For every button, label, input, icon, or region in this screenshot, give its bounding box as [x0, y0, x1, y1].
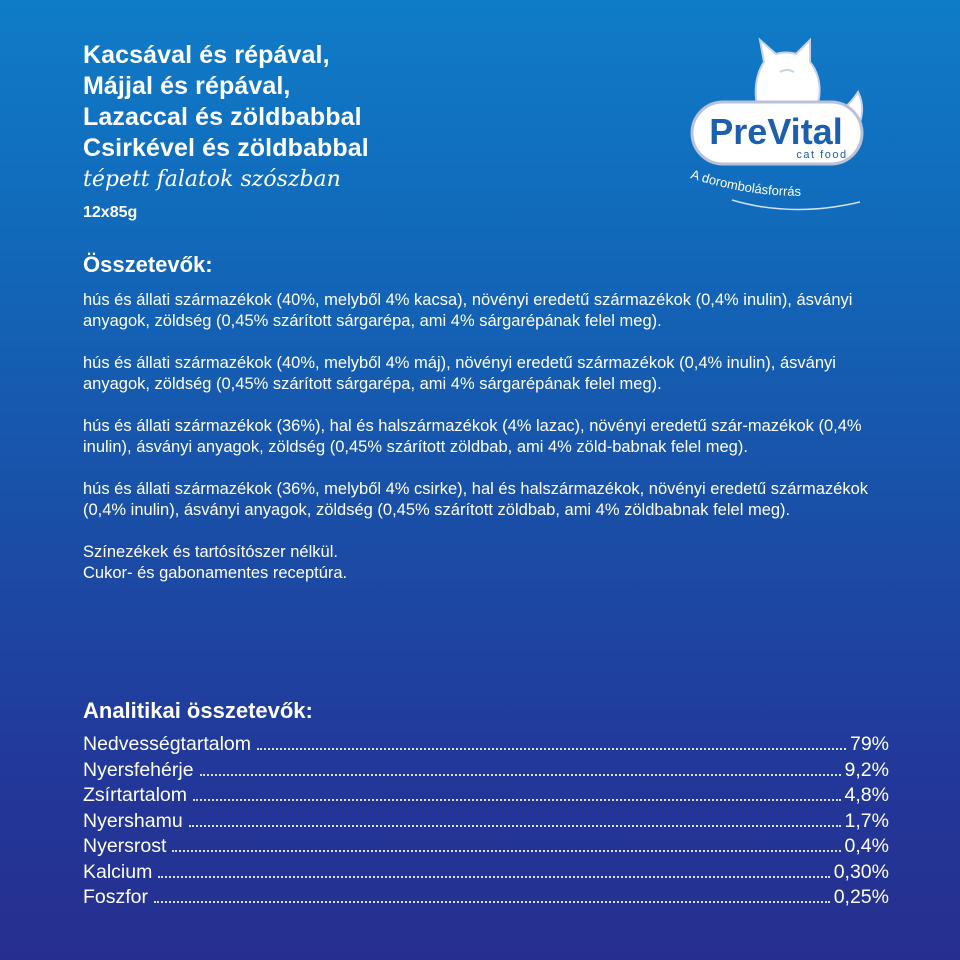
analytics-label: Nyersrost	[83, 835, 167, 857]
dot-leader	[193, 799, 841, 801]
analytics-row	[83, 810, 889, 836]
dot-leader	[200, 774, 841, 776]
product-title-line-2: Májjal és répával,	[83, 72, 291, 100]
product-subtitle: tépett falatok szószban	[83, 167, 341, 192]
prevital-logo	[672, 32, 882, 222]
analytics-table	[83, 733, 889, 912]
analytics-label: Kalcium	[83, 860, 153, 883]
analytics-value: 4,8%	[844, 784, 889, 806]
product-title-block	[83, 40, 369, 222]
analytics-value: 1,7%	[844, 809, 889, 832]
product-title-line-1: Kacsával és répával,	[83, 41, 330, 69]
logo-tagline: cat food	[796, 149, 848, 161]
product-title-line-3: Lazaccal és zöldbabbal	[83, 103, 362, 131]
analytics-label: Nyersfehérje	[83, 758, 194, 781]
ingredients-paragraph-chicken: hús és állati származékok (36%, melyből 4% csirke), hal és halszármazékok, növényi eredetű származékok (0,4% inulin), ásványi anyagok, zöldség (0,45% szárított zöldbab, ami 4% zöldbabnak felel meg).	[83, 480, 868, 519]
analytics-value: 9,2%	[844, 758, 889, 781]
analytics-row	[83, 784, 889, 810]
ingredients-section	[83, 290, 883, 584]
analytics-value: 79%	[849, 733, 889, 755]
analytics-heading: Analitikai összetevők:	[83, 698, 313, 723]
dot-leader	[158, 876, 829, 878]
ingredients-note-1: Színezékek és tartósítószer nélkül.	[83, 543, 338, 561]
ingredients-paragraph-duck: hús és állati származékok (40%, melyből 4% kacsa), növényi eredetű származékok (0,4% inulin), ásványi anyagok, zöldség (0,45% szárított sárgarépa, ami 4% sárgarépának felel meg).	[83, 291, 853, 330]
logo-brand: PreVital	[709, 111, 843, 152]
product-title-line-4: Csirkével és zöldbabbal	[83, 134, 369, 162]
analytics-row	[83, 861, 889, 887]
analytics-value: 0,4%	[844, 835, 889, 857]
analytics-row	[83, 835, 889, 861]
dot-leader	[154, 901, 830, 903]
ingredients-paragraph-salmon: hús és állati származékok (36%), hal és halszármazékok (4% lazac), növényi eredetű szár-mazékok (0,4% inulin), ásványi anyagok, zöldség (0,45% szárított zöldbab, ami 4% zöld-babnak felel meg).	[83, 417, 862, 456]
ingredients-paragraph-liver: hús és állati származékok (40%, melyből 4% máj), növényi eredetű származékok (0,4% inulin), ásványi anyagok, zöldség (0,45% szárított sárgarépa, ami 4% sárgarépának felel meg).	[83, 354, 836, 393]
analytics-row	[83, 886, 889, 912]
analytics-label: Zsírtartalom	[83, 784, 188, 806]
dot-leader	[189, 825, 841, 827]
ingredients-heading: Összetevők:	[83, 252, 213, 277]
package-size: 12x85g	[83, 204, 138, 221]
analytics-label: Foszfor	[83, 886, 149, 908]
ingredients-note-2: Cukor- és gabonamentes receptúra.	[83, 564, 348, 582]
analytics-value: 0,30%	[833, 860, 889, 883]
dot-leader	[172, 850, 840, 852]
dot-leader	[257, 748, 846, 750]
analytics-label: Nedvességtartalom	[83, 733, 251, 755]
logo-slogan: A dorombolásforrás	[689, 166, 802, 199]
analytics-value: 0,25%	[833, 886, 889, 908]
analytics-row	[83, 759, 889, 785]
analytics-label: Nyershamu	[83, 809, 183, 832]
analytics-row	[83, 733, 889, 759]
